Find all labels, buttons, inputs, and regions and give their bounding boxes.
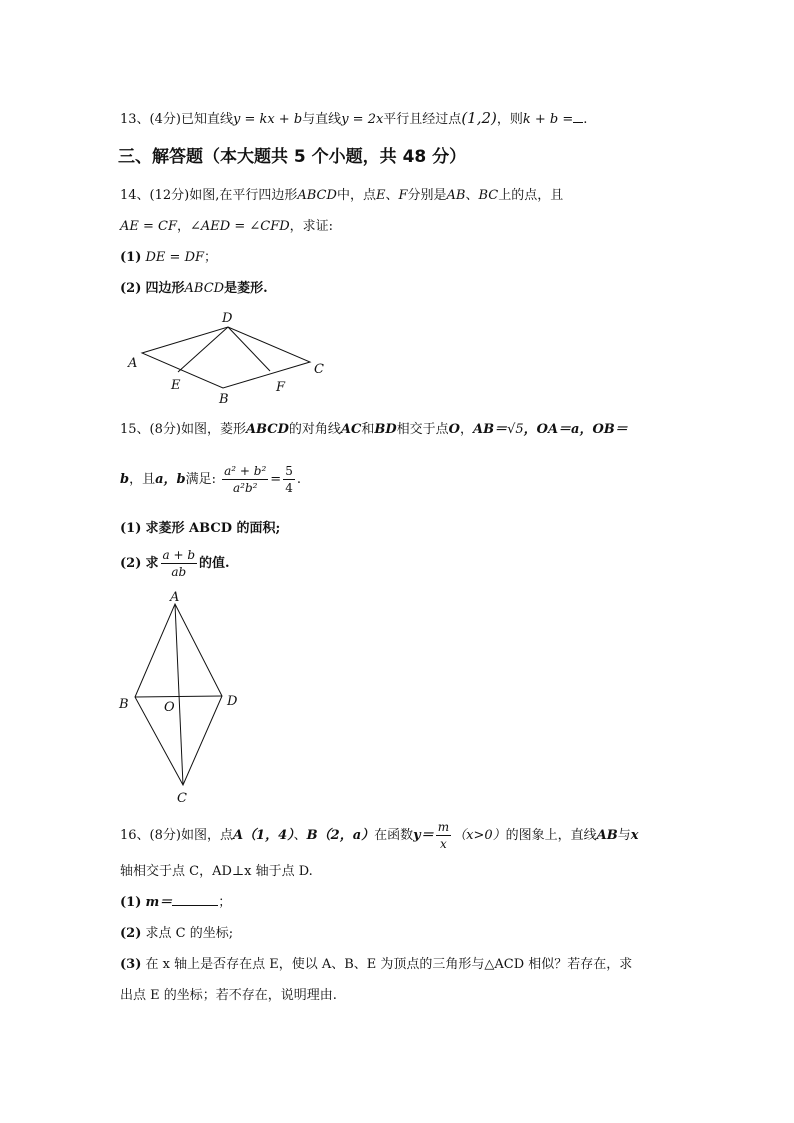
label-f: F <box>276 380 286 395</box>
q14-text: ，求证: <box>289 219 334 234</box>
parallelogram-shape <box>142 327 310 388</box>
q16-text: 求点 C 的坐标; <box>145 926 234 941</box>
label-b: B <box>119 697 129 712</box>
q15-math: BD <box>374 422 397 437</box>
q14-text: 、 <box>465 188 479 203</box>
q15-text: 求 <box>145 556 159 571</box>
q13-expr: k + b = <box>522 112 574 127</box>
part-label: (2) <box>120 556 142 571</box>
q15-math: AB＝ <box>473 422 508 437</box>
q15-math: AC <box>340 422 362 437</box>
q16-math: A（1，4） <box>232 828 294 843</box>
q15-sqrt: √5 <box>507 422 524 437</box>
q15-part2-fraction <box>161 547 198 580</box>
part-label: (2) <box>120 281 142 296</box>
q15-text: = <box>270 472 282 487</box>
q16-math: m＝ <box>145 895 173 910</box>
q16-text: 与 <box>617 828 631 843</box>
q15-math: ，OA＝a，OB＝ <box>523 422 628 437</box>
q15-line1 <box>120 420 628 440</box>
q15-text: 15、(8分)如图，菱形 <box>120 422 246 437</box>
q16-math: y＝ <box>413 828 434 843</box>
q14-text: 、 <box>385 188 399 203</box>
q14-part2 <box>120 279 268 299</box>
segment-df <box>228 327 270 371</box>
figure-rhombus <box>112 588 252 810</box>
fraction-numerator: a² + b² <box>224 464 267 478</box>
segment-de <box>178 327 228 372</box>
q14-text: ， <box>177 219 191 234</box>
q15-part1 <box>120 519 280 539</box>
fraction-denominator: a²b² <box>232 481 258 495</box>
part-label: (1) <box>120 521 142 536</box>
q14-text: ； <box>204 250 218 265</box>
label-d: D <box>227 694 238 709</box>
q16-line1 <box>120 818 638 854</box>
label-a: A <box>128 356 138 371</box>
fraction-denominator: ab <box>171 565 187 579</box>
q16-part3-cont: 出点 E 的坐标；若不存在，说明理由. <box>120 988 337 1003</box>
q14-text: 中，点 <box>336 188 376 203</box>
q16-line2: 轴相交于点 C，AD⊥x 轴于点 D. <box>120 864 313 879</box>
fraction-denominator: x <box>440 837 447 851</box>
q16-fraction <box>436 819 451 852</box>
q14-math: BC <box>478 188 499 203</box>
label-a: A <box>170 590 180 605</box>
q13-eq1: y = kx + b <box>232 112 303 127</box>
label-c: C <box>177 791 187 806</box>
fraction-numerator: m <box>437 820 450 834</box>
q13-line <box>120 108 587 130</box>
q13-end: . <box>583 112 588 127</box>
q13-mid2: 平行且经过点 <box>383 112 462 127</box>
q14-math: AB <box>446 188 466 203</box>
fraction-numerator: a + b <box>162 548 196 562</box>
q15-text: 满足: <box>185 472 217 487</box>
q14-text: 是菱形. <box>224 281 268 296</box>
q15-math: O <box>448 422 460 437</box>
q16-math: x <box>630 828 639 843</box>
q16-math: B（2，a） <box>306 828 375 843</box>
diagonal-ac <box>175 604 183 785</box>
q14-math: DE = DF <box>145 250 205 265</box>
q14-math: AE = CF <box>120 219 178 234</box>
fraction-numerator: 5 <box>285 464 293 478</box>
label-d: D <box>222 311 233 326</box>
q14-math: ABCD <box>297 188 337 203</box>
q14-math: ABCD <box>184 281 225 296</box>
q13-answer-blank <box>573 110 583 123</box>
q16-text: 在函数 <box>374 828 414 843</box>
q15-text: 求菱形 ABCD 的面积; <box>145 521 281 536</box>
label-o: O <box>164 700 175 715</box>
q16-answer-blank <box>172 893 218 906</box>
q14-math: ∠AED = ∠CFD <box>190 219 290 234</box>
q15-text: 相交于点 <box>396 422 449 437</box>
q15-part2 <box>120 546 230 582</box>
part-label: (2) <box>120 926 142 941</box>
q14-line1 <box>120 186 563 206</box>
q16-part3 <box>120 955 632 975</box>
q13-eq2: y = 2x <box>341 112 384 127</box>
q14-line2 <box>120 217 333 237</box>
figure-parallelogram <box>120 305 340 410</box>
q15-text: . <box>296 472 301 487</box>
q16-math: AB <box>596 828 618 843</box>
q15-text: ，且 <box>129 472 156 487</box>
section-heading: 三、解答题（本大题共 5 个小题，共 48 分） <box>118 147 467 167</box>
label-b: B <box>219 392 229 407</box>
q16-text: 在 x 轴上是否存在点 E，使以 A、B、E 为顶点的三角形与△ACD 相似？若存在，求 <box>145 957 633 972</box>
q15-math: b <box>120 472 130 487</box>
q14-text: 分别是 <box>407 188 447 203</box>
q16-text: 16、(8分)如图，点 <box>120 828 233 843</box>
diagonal-bd <box>135 696 222 697</box>
q15-line2 <box>120 462 301 498</box>
q14-math: E <box>375 188 386 203</box>
q14-part1 <box>120 248 217 268</box>
label-c: C <box>314 362 324 377</box>
q15-text: 的值. <box>199 556 230 571</box>
q16-text: 的图象上，直线 <box>505 828 597 843</box>
q16-part2 <box>120 924 233 944</box>
q15-rhs-fraction <box>283 463 295 496</box>
part-label: (1) <box>120 250 142 265</box>
part-label: (3) <box>120 957 142 972</box>
q13-point: (1,2) <box>461 109 497 127</box>
q15-math: a，b <box>155 472 186 487</box>
q16-text: ； <box>218 895 232 910</box>
q13-mid3: ，则 <box>496 112 523 127</box>
q15-fraction <box>222 463 268 496</box>
q15-text: 的对角线 <box>288 422 341 437</box>
q14-text: 14、(12分)如图,在平行四边形 <box>120 188 298 203</box>
label-e: E <box>171 378 181 393</box>
q14-math: F <box>398 188 408 203</box>
q15-math: ABCD <box>245 422 289 437</box>
fraction-denominator: 4 <box>285 481 293 495</box>
q15-text: 和 <box>361 422 375 437</box>
part-label: (1) <box>120 895 142 910</box>
q14-text: 上的点，且 <box>498 188 564 203</box>
q13-prefix: 13、(4分)已知直线 <box>120 112 233 127</box>
q16-math: （x>0） <box>453 828 506 843</box>
q13-mid: 与直线 <box>302 112 342 127</box>
q15-text: ， <box>459 422 473 437</box>
q16-text: 、 <box>293 828 307 843</box>
q16-part1 <box>120 893 231 913</box>
q14-text: 四边形 <box>145 281 185 296</box>
